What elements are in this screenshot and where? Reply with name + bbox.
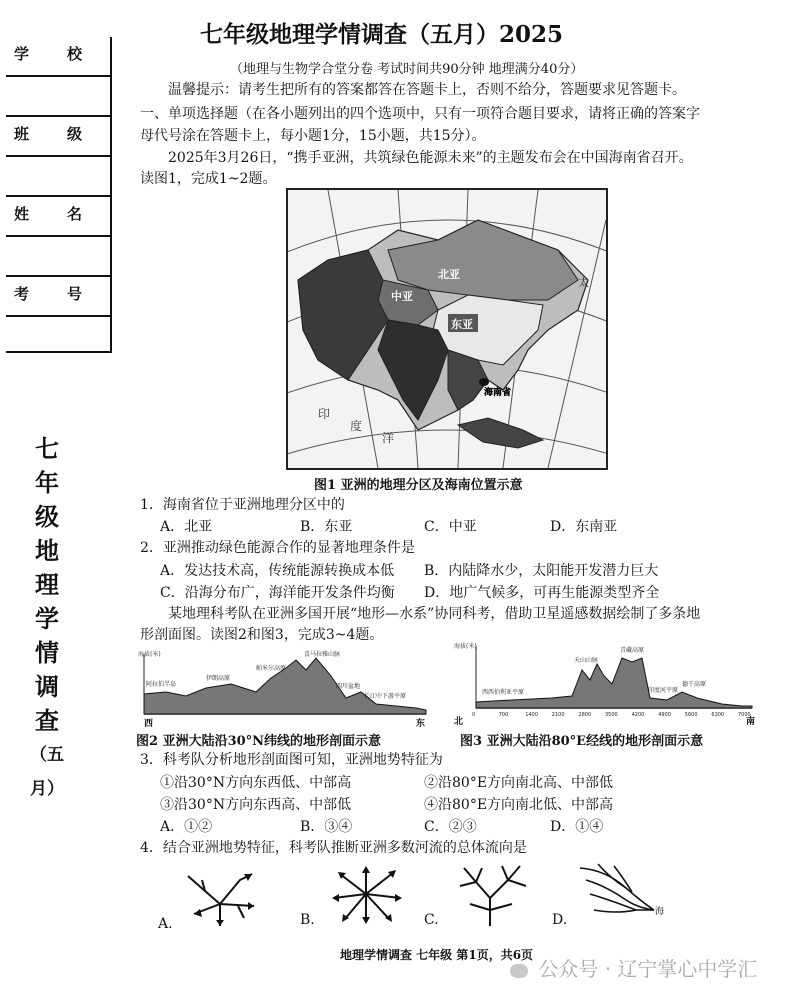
central-asia-label: 中亚 bbox=[391, 290, 413, 303]
north-asia-label: 北亚 bbox=[438, 268, 460, 281]
figure3-label: 西西伯利亚平原 bbox=[482, 689, 525, 696]
figure3-terrain bbox=[476, 658, 752, 708]
q3-statement-2: ②沿80°E方向南北高、中部低 bbox=[424, 775, 614, 791]
binding-box bbox=[6, 37, 121, 353]
east-asia-label: 东亚 bbox=[451, 318, 473, 331]
binding-row-class bbox=[6, 117, 121, 157]
river-branch bbox=[460, 882, 476, 886]
vertical-char: 学 bbox=[35, 604, 59, 633]
q4-diagram-a bbox=[180, 866, 260, 932]
river-branch bbox=[366, 894, 390, 920]
binding-row-name bbox=[6, 197, 121, 237]
q3-statement-1: ①沿30°N方向东西低、中部高 bbox=[160, 775, 352, 791]
binding-row-blank bbox=[6, 237, 110, 277]
indian-ocean-label-3: 洋 bbox=[382, 431, 395, 445]
vertical-char: 地 bbox=[35, 536, 59, 565]
river-branch bbox=[476, 868, 482, 882]
vertical-char: 调 bbox=[35, 672, 59, 701]
intro-q1-2: 2025年3月26日，“携手亚洲，共筑绿色能源未来”的主题发布会在中国海南省召开。 bbox=[168, 150, 693, 166]
section1-instructions-cont: 母代号涂在答题卡上，每小题1分，15小题，共15分）。 bbox=[140, 128, 486, 144]
arrow-head bbox=[248, 902, 254, 910]
figure3-caption: 图3 亚洲大陆沿80°E经线的地形剖面示意 bbox=[460, 734, 704, 749]
sea-label: 海 bbox=[655, 907, 665, 917]
q4-diagram-c bbox=[450, 860, 532, 930]
river-trunk bbox=[464, 868, 490, 926]
figure2-caption: 图2 亚洲大陆沿30°N纬线的地形剖面示意 bbox=[136, 734, 382, 749]
figure3-tick-label: 0 bbox=[472, 712, 476, 718]
vertical-char: 月） bbox=[30, 779, 64, 799]
river-branch bbox=[366, 872, 394, 894]
figure1-map bbox=[286, 188, 608, 470]
binding-row-id bbox=[6, 277, 121, 317]
q4-stem: 4．结合亚洲地势特征，科考队推断亚洲多数河流的总体流向是 bbox=[140, 840, 527, 856]
river-branch bbox=[490, 904, 512, 910]
tip-text: 温馨提示：请考生把所有的答案都答在答题卡上，否则不给分，答题要求见答题卡。 bbox=[168, 82, 686, 98]
hainan-island bbox=[479, 378, 489, 386]
q3-option-d[interactable]: D．①④ bbox=[550, 819, 604, 835]
figure3-tick-label: 7000 bbox=[738, 712, 751, 718]
q2-stem: 2．亚洲推动绿色能源合作的显著地理条件是 bbox=[140, 540, 415, 556]
footer-text: 地理学情调查 七年级 第1页，共6页 bbox=[340, 948, 534, 962]
class-label: 班级 bbox=[14, 125, 121, 143]
pacific-ocean-label: 太 bbox=[578, 276, 589, 289]
figure3-north: 北 bbox=[454, 717, 464, 727]
q3-statement-3: ③沿30°N方向东西高、中部低 bbox=[160, 797, 352, 813]
intro-q1-2-cont: 读图1，完成1~2题。 bbox=[140, 171, 277, 187]
q3-option-c[interactable]: C．②③ bbox=[424, 819, 477, 835]
river-branch bbox=[470, 904, 490, 910]
arrow-head bbox=[216, 920, 224, 926]
arrow-head bbox=[362, 917, 370, 924]
vertical-char: 理 bbox=[35, 570, 59, 599]
figure3-tick-label: 6300 bbox=[711, 712, 725, 718]
binding-row-blank bbox=[6, 77, 110, 117]
binding-row-school bbox=[6, 37, 121, 77]
section1-instructions: 一、单项选择题（在各小题列出的四个选项中，只有一项符合题目要求，请将正确的答案字 bbox=[140, 106, 700, 122]
figure3-tick-group bbox=[472, 712, 751, 718]
figure3-south: 南 bbox=[746, 717, 756, 727]
indian-ocean-label-2: 度 bbox=[350, 419, 363, 433]
subtitle: （地理与生物学合堂分卷 考试时间共90分钟 地理满分40分） bbox=[230, 62, 584, 77]
indian-ocean-label-1: 印 bbox=[318, 407, 331, 421]
vertical-char: 级 bbox=[35, 502, 59, 531]
figure2-label: 四川盆地 bbox=[336, 683, 361, 690]
vertical-char: 查 bbox=[35, 706, 59, 735]
arrow-head bbox=[332, 894, 339, 902]
figure2-label: 阿拉伯半岛 bbox=[146, 681, 177, 688]
figure3-svg bbox=[452, 640, 758, 728]
wechat-icon bbox=[510, 964, 528, 978]
figure3-tick-label: 4200 bbox=[631, 712, 645, 718]
q1-option-b[interactable]: B．东亚 bbox=[300, 519, 353, 535]
figure2-label: 长江中下游平原 bbox=[364, 693, 407, 700]
figure1-caption: 图1 亚洲的地理分区及海南位置示意 bbox=[314, 478, 523, 493]
q2-option-c[interactable]: C．沿海分布广，海洋能开发条件均衡 bbox=[160, 585, 395, 601]
figure3-tick-label: 3500 bbox=[605, 712, 618, 718]
q3-statement-4: ④沿80°E方向南北低、中部高 bbox=[424, 797, 614, 813]
asia-map-svg bbox=[288, 190, 606, 468]
page-title: 七年级地理学情调查（五月）2025 bbox=[200, 21, 564, 48]
figure2-west: 西 bbox=[144, 719, 154, 728]
figure3-tick-label: 700 bbox=[498, 712, 509, 718]
q4-diagram-d bbox=[576, 860, 672, 926]
q3-stem: 3．科考队分析地形剖面图可知，亚洲地势特征为 bbox=[140, 752, 443, 768]
q1-option-a[interactable]: A．北亚 bbox=[160, 519, 213, 535]
figure2-label: 伊朗高原 bbox=[206, 675, 231, 682]
figure3-tick-label: 1400 bbox=[525, 712, 538, 718]
river-branch bbox=[344, 894, 366, 920]
vertical-char: 年 bbox=[35, 468, 59, 497]
river-branch bbox=[508, 880, 526, 886]
q2-option-a[interactable]: A．发达技术高，传统能源转换成本低 bbox=[160, 563, 395, 579]
arrow-head bbox=[395, 894, 402, 902]
vertical-title bbox=[30, 432, 64, 806]
name-label: 姓名 bbox=[14, 205, 121, 223]
figure3-tick-label: 4900 bbox=[658, 712, 671, 718]
q3-option-b[interactable]: B．③④ bbox=[300, 819, 353, 835]
river-branch bbox=[238, 906, 244, 918]
figure2-profile bbox=[136, 648, 428, 728]
q2-option-b[interactable]: B．内陆降水少，太阳能开发潜力巨大 bbox=[424, 563, 659, 579]
figure3-label: 青藏高原 bbox=[620, 647, 645, 654]
river-branch bbox=[614, 866, 632, 892]
figure3-profile bbox=[452, 640, 758, 728]
river-branch bbox=[594, 910, 636, 912]
figure3-label: 德干高原 bbox=[682, 681, 707, 688]
figure3-tick-label: 2800 bbox=[578, 712, 592, 718]
q1-option-c[interactable]: C．中亚 bbox=[424, 519, 477, 535]
watermark bbox=[510, 953, 757, 982]
figure2-unit: 海拔(米) bbox=[138, 651, 161, 658]
binding-row-blank bbox=[6, 317, 110, 353]
vertical-char: 情 bbox=[35, 638, 59, 667]
figure3-unit: 海拔(米) bbox=[454, 643, 477, 650]
q4-option-b[interactable]: B. bbox=[300, 912, 315, 928]
binding-row-blank bbox=[6, 157, 110, 197]
q4-option-a[interactable]: A. bbox=[158, 916, 173, 932]
q4-option-c[interactable]: C. bbox=[424, 912, 439, 928]
intro-q3-4: 某地理科考队在亚洲多国开展“地形—水系”协同科考，借助卫星遥感数据绘制了多条地 bbox=[168, 606, 701, 622]
q4-option-d[interactable]: D. bbox=[552, 912, 568, 928]
school-label: 学校 bbox=[14, 45, 121, 63]
river-branch bbox=[340, 874, 366, 894]
figure2-label: 喜马拉雅山脉 bbox=[304, 651, 341, 658]
q1-option-d[interactable]: D．东南亚 bbox=[550, 519, 618, 535]
intro-q3-4-cont: 形剖面图。读图2和图3，完成3~4题。 bbox=[140, 627, 384, 643]
q3-option-a[interactable]: A．①② bbox=[160, 819, 213, 835]
q1-stem: 1．海南省位于亚洲地理分区中的 bbox=[140, 497, 345, 513]
q2-option-d[interactable]: D．地广气候多，可再生能源类型齐全 bbox=[424, 585, 660, 601]
figure3-tick-label: 2100 bbox=[551, 712, 565, 718]
figure2-svg bbox=[136, 648, 428, 728]
river-branch bbox=[366, 894, 400, 898]
figure2-east: 东 bbox=[416, 719, 426, 728]
figure3-label: 天山山脉 bbox=[574, 657, 599, 664]
figure3-tick-label: 5600 bbox=[684, 712, 698, 718]
vertical-char: 七 bbox=[35, 434, 59, 463]
q4-diagram-b bbox=[326, 862, 406, 928]
figure2-label: 帕米尔高原 bbox=[256, 665, 287, 672]
watermark-text: 公众号 · 辽宁掌心中学汇 bbox=[538, 957, 758, 981]
figure3-label: 印度河平原 bbox=[648, 687, 679, 694]
river-branch bbox=[502, 866, 508, 880]
exam-id-label: 考号 bbox=[14, 285, 121, 303]
hainan-label: 海南省 bbox=[484, 388, 512, 398]
arrow-head bbox=[362, 866, 370, 873]
vertical-char: （五 bbox=[30, 745, 64, 765]
